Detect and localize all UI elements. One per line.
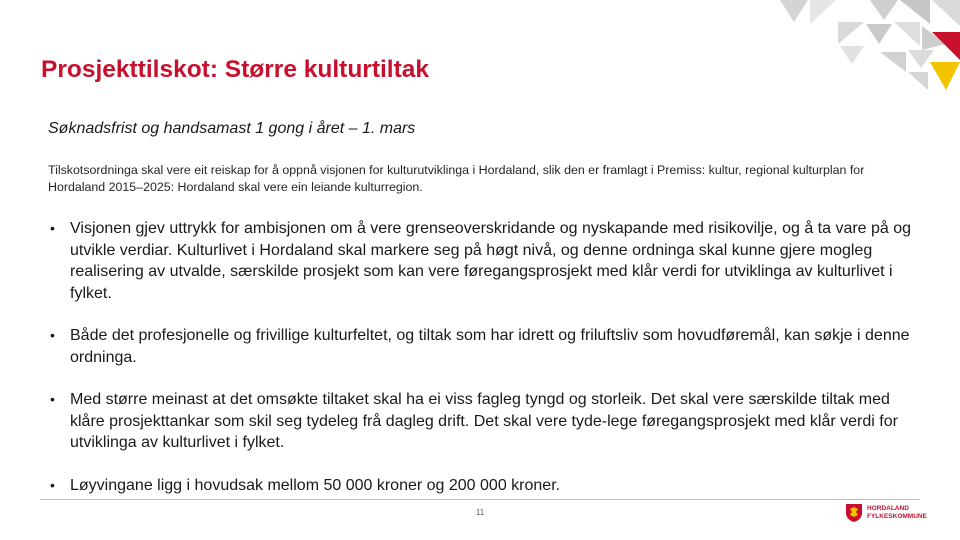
logo-line-1: HORDALAND: [867, 505, 909, 512]
bullet-text: Løyvingane ligg i hovudsak mellom 50 000 kroner og 200 000 kroner.: [70, 476, 561, 494]
deco-triangle: [838, 22, 864, 44]
hordaland-logo: [845, 503, 925, 523]
bullet-item: [48, 218, 918, 304]
bullet-dot: •: [50, 220, 55, 236]
deco-triangle: [866, 24, 892, 44]
deco-triangle: [894, 22, 920, 46]
bullet-item: [48, 389, 918, 454]
county-crest-icon: [845, 503, 863, 523]
deco-triangle: [932, 0, 960, 26]
bullet-dot: •: [50, 391, 55, 407]
bullet-dot: •: [50, 476, 55, 493]
bullet-text: Både det profesjonelle og frivillige kulturfeltet, og tiltak som har idrett og friluftsliv som hovudføremål, kan søkje i denne ordninga.: [70, 327, 910, 366]
bullet-item: [48, 475, 918, 497]
bullet-item: [48, 325, 918, 368]
bullet-dot: •: [50, 327, 55, 343]
footer-divider: [40, 499, 920, 500]
slide-subtitle: Søknadsfrist og handsamast 1 gong i året – 1. mars: [48, 120, 416, 137]
slide-title: Prosjekttilskot: Større kulturtiltak: [41, 56, 430, 83]
logo-line-2: FYLKESKOMMUNE: [867, 512, 927, 520]
deco-triangle: [780, 0, 808, 22]
deco-triangle: [880, 52, 906, 72]
deco-triangle: [908, 72, 928, 90]
deco-triangle: [900, 0, 930, 24]
deco-triangle: [930, 62, 960, 90]
deco-triangle: [870, 0, 898, 20]
logo-text: [867, 505, 927, 520]
bullet-list: [48, 218, 918, 496]
deco-triangle: [810, 0, 836, 24]
bullet-text: Med større meinast at det omsøkte tiltaket skal ha ei viss fagleg tyngd og storleik. Det skal vere særskilde tiltak med klåre prosjekttankar som skil seg tydeleg frå dagleg drift. Det skal vere tyde-lege føregangsprosjekt med klår verdi for utviklinga av kulturlivet i fylket.: [70, 391, 898, 451]
intro-paragraph: Tilskotsordninga skal vere eit reiskap for å oppnå visjonen for kulturutviklinga i Hordaland, slik den er framlagt i Premiss: kultur, regional kulturplan for Hordaland 2015–2025: Hordaland skal vere ein leiande kulturregion.: [48, 163, 865, 194]
page-number: 11: [475, 508, 485, 517]
deco-triangle: [840, 46, 864, 64]
bullet-text: Visjonen gjev uttrykk for ambisjonen om å vere grenseoverskridande og nyskapande med risikovilje, og å ta vare på og utvikle verdiar. Kulturlivet i Hordaland skal markere seg på høgt nivå, og denne ordninga skal kunne gjere mogleg realisering av utvalde, særskilde prosjekt som kan vere føregangsprosjekt med klår verdi for utviklinga av kulturlivet i fylket.: [70, 220, 912, 302]
decorative-triangles: [780, 0, 960, 95]
deco-triangle: [908, 50, 934, 68]
